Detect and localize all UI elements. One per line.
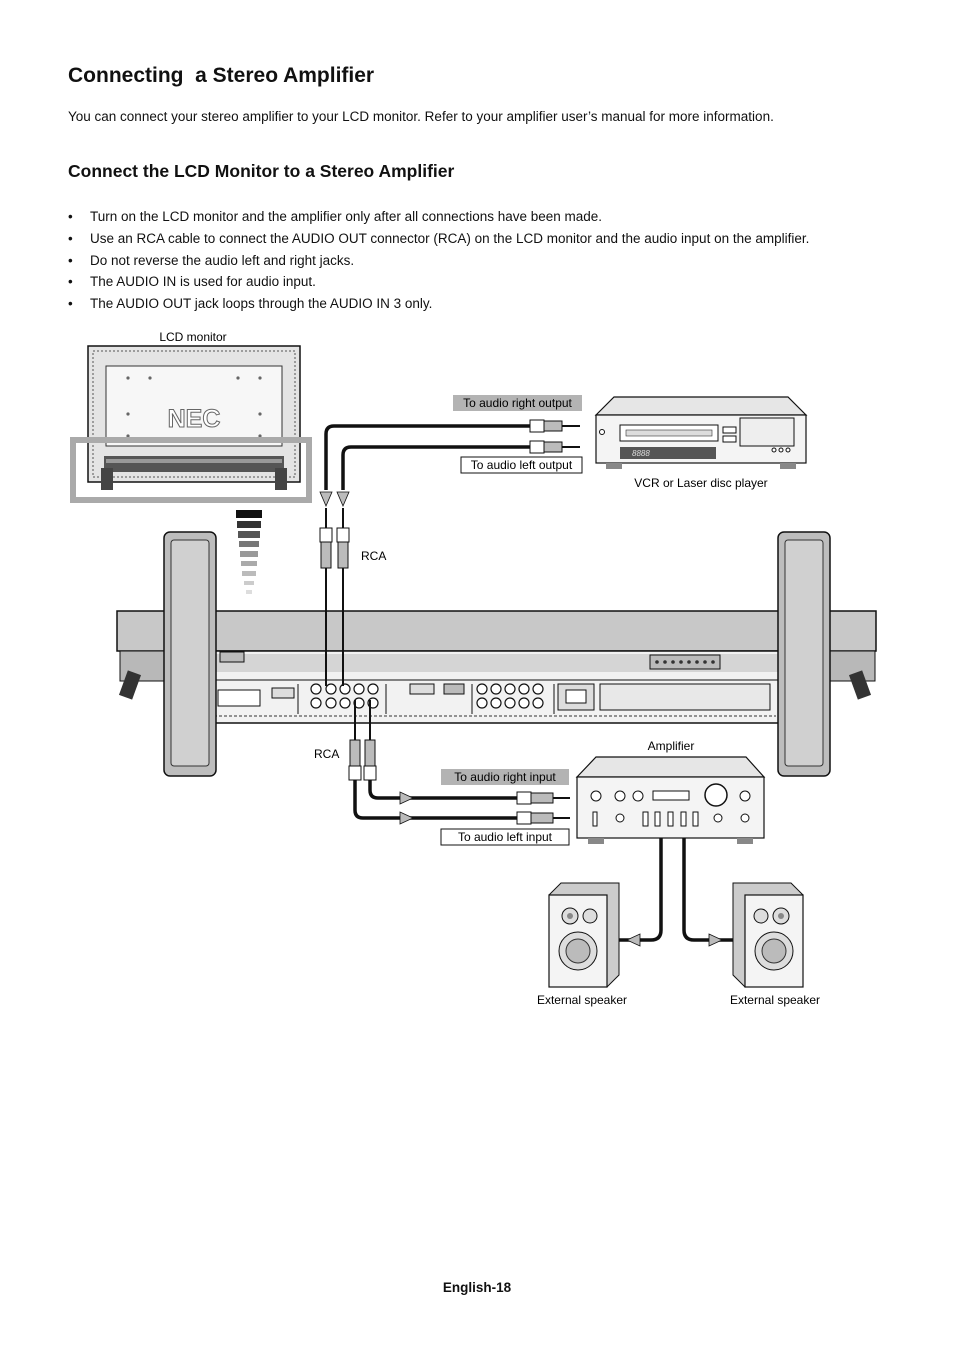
list-item: • The AUDIO OUT jack loops through the AUDIO IN 3 only.: [68, 294, 809, 316]
down-arrows: [320, 492, 349, 506]
list-item: • Use an RCA cable to connect the AUDIO OUT connector (RCA) on the LCD monitor and the audio input on the amplifier.: [68, 229, 809, 251]
vcr-rca-plugs: [530, 420, 580, 453]
lcd-monitor-label: LCD monitor: [159, 330, 227, 344]
vcr-display: 8888: [632, 449, 650, 458]
external-speaker-left-label: External speaker: [536, 993, 628, 1007]
vcr-label: VCR or Laser disc player: [634, 476, 768, 490]
intro-paragraph: You can connect your stereo amplifier to your LCD monitor. Refer to your amplifier user’s manual for more information.: [68, 109, 774, 124]
external-speaker-right-label: External speaker: [729, 993, 821, 1007]
to-audio-left-input-label: To audio left input: [457, 830, 553, 844]
list-item: • Do not reverse the audio left and right jacks.: [68, 251, 809, 273]
list-item: • Turn on the LCD monitor and the amplifier only after all connections have been made.: [68, 207, 809, 229]
amp-rca-plugs: [517, 792, 570, 824]
page-number: English-18: [442, 1280, 512, 1295]
external-speaker-right: [733, 883, 803, 987]
rca-label-bottom: RCA: [314, 747, 340, 761]
speaker-cables: [618, 838, 734, 940]
to-audio-right-input-label: To audio right input: [454, 770, 556, 784]
right-arrows: [400, 792, 413, 824]
nec-logo: NEC: [167, 405, 221, 433]
to-audio-right-output-label: To audio right output: [463, 396, 572, 410]
zoom-indicator: [236, 510, 262, 594]
vcr-device: [596, 397, 806, 469]
lcd-monitor-thumbnail: [73, 346, 309, 500]
external-speaker-left: [549, 883, 619, 987]
amplifier-label: Amplifier: [647, 739, 695, 753]
page-title: Connecting a Stereo Amplifier: [68, 64, 375, 87]
to-audio-left-output-label: To audio left output: [470, 458, 573, 472]
rca-label-top: RCA: [361, 549, 387, 563]
monitor-rear-panel: [117, 532, 876, 776]
amplifier-device: [577, 757, 764, 844]
list-item: • The AUDIO IN is used for audio input.: [68, 272, 809, 294]
amp-audio-cables: [355, 780, 517, 818]
section-subtitle: Connect the LCD Monitor to a Stereo Amplifier: [68, 161, 455, 181]
